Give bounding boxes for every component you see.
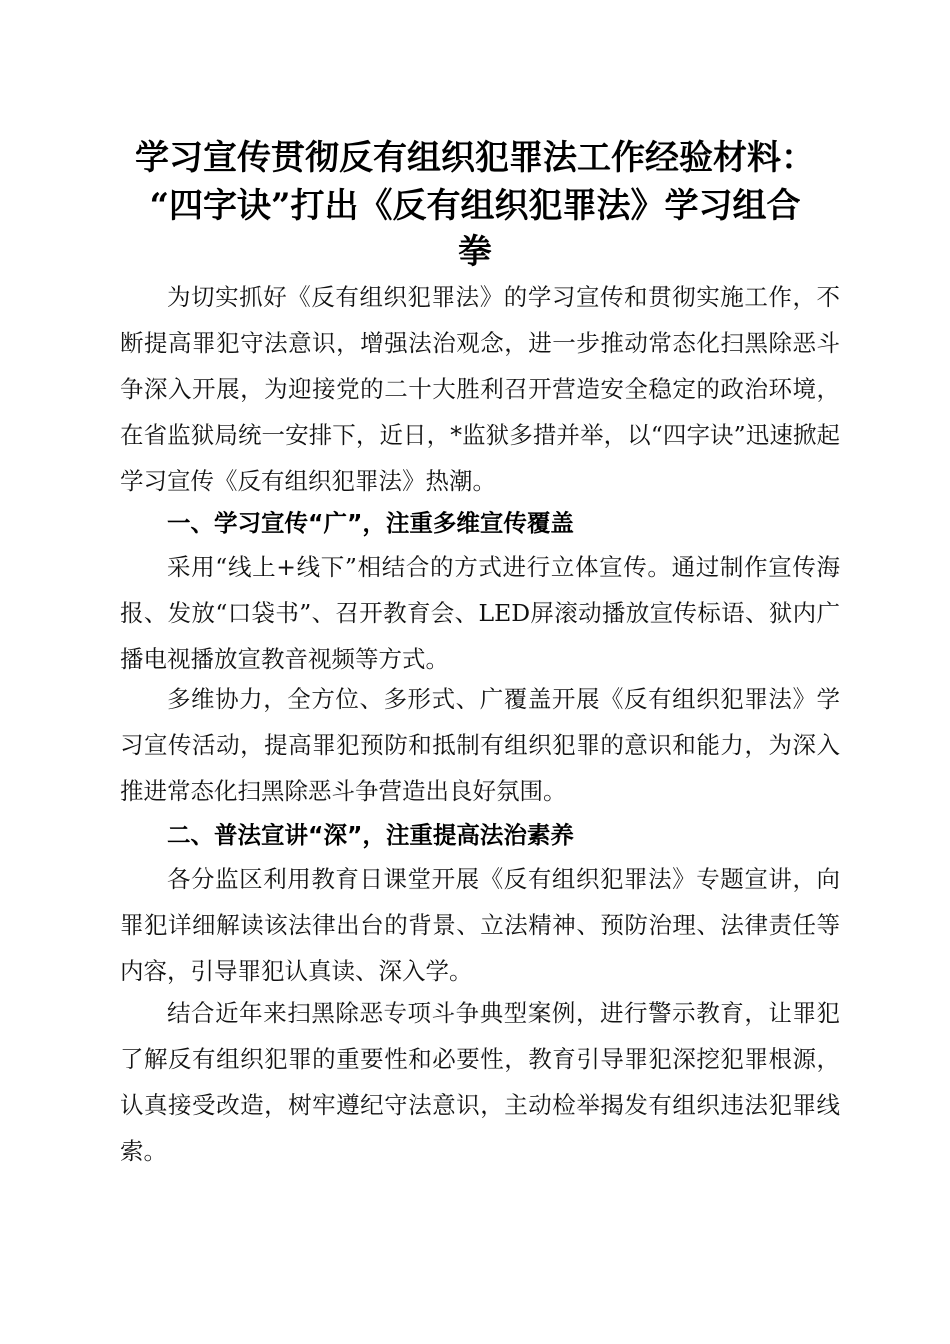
section-2-heading: 二、普法宣讲“深”，注重提高法治素养: [167, 821, 574, 849]
section-2-paragraph-1: 各分监区利用教育日课堂开展《反有组织犯罪法》专题宣讲，向罪犯详细解读该法律出台的背景、立法精神、预防治理、法律责任等内容，引导罪犯认真读、深入学。: [120, 865, 840, 985]
document-title-line-2: “四字诀”打出《反有组织犯罪法》学习组合: [149, 186, 801, 226]
document-title-line-1: 学习宣传贯彻反有组织犯罪法工作经验材料：: [135, 138, 815, 178]
section-1-paragraph-2: 多维协力，全方位、多形式、广覆盖开展《反有组织犯罪法》学习宣传活动，提高罪犯预防和抵制有组织犯罪的意识和能力，为深入推进常态化扫黑除恶斗争营造出良好氛围。: [120, 685, 840, 805]
document-title-line-3: 拳: [458, 232, 492, 272]
intro-paragraph: 为切实抓好《反有组织犯罪法》的学习宣传和贯彻实施工作，不断提高罪犯守法意识，增强法治观念，进一步推动常态化扫黑除恶斗争深入开展，为迎接党的二十大胜利召开营造安全稳定的政治环境，在省监狱局统一安排下，近日，*监狱多措并举，以“四字诀”迅速掀起学习宣传《反有组织犯罪法》热潮。: [120, 283, 840, 495]
section-1-paragraph-1: 采用“线上+线下”相结合的方式进行立体宣传。通过制作宣传海报、发放“口袋书”、召开教育会、LED屏滚动播放宣传标语、狱内广播电视播放宣教音视频等方式。: [120, 553, 840, 673]
section-1-heading: 一、学习宣传“广”，注重多维宣传覆盖: [167, 509, 574, 537]
section-2-paragraph-2: 结合近年来扫黑除恶专项斗争典型案例，进行警示教育，让罪犯了解反有组织犯罪的重要性和必要性，教育引导罪犯深挖犯罪根源，认真接受改造，树牢遵纪守法意识，主动检举揭发有组织违法犯罪线索。: [120, 999, 840, 1165]
